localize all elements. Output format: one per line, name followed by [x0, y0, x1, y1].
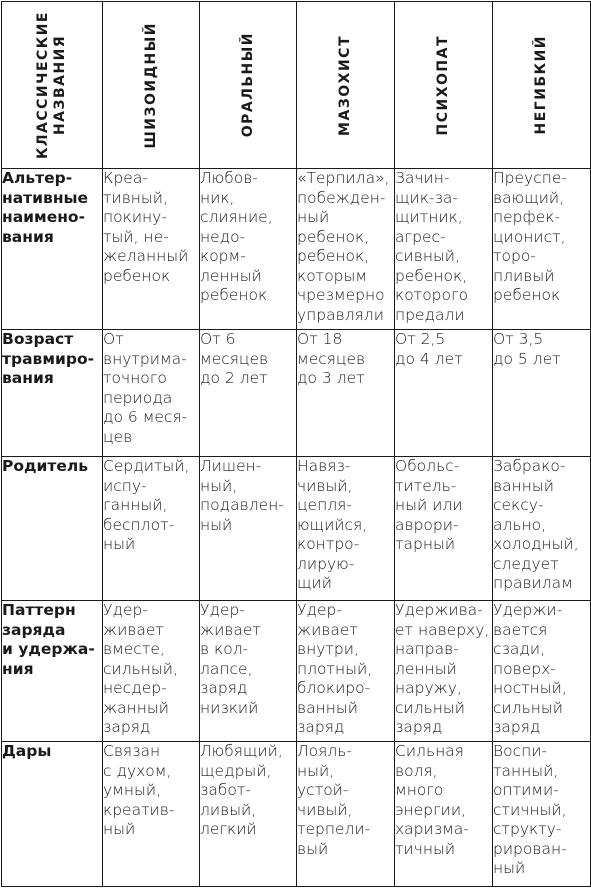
table-cell: Обольс- титель- ный или аврори- тарный: [395, 457, 493, 601]
header-psychopath-text: ПСИХОПАТ: [435, 34, 451, 136]
header-masochist: [297, 2, 395, 169]
row-charge-pattern: [2, 601, 591, 742]
table-cell: От 3,5 до 5 лет: [493, 330, 591, 457]
table-cell: Преуспе- вающий, перфек- ционист, торо- пливый ребенок: [493, 169, 591, 330]
table-cell: Сильная воля, много энергии, харизма- тичный: [395, 742, 493, 887]
table-cell: Удер- живает в кол- лапсе, заряд низкий: [200, 601, 297, 742]
header-schizoid: [103, 2, 200, 169]
table-cell: Удер- живает вместе, сильный, несдер- жанный заряд: [103, 601, 200, 742]
table-cell: Любов- ник, слияние, недо- корм- ленный ребенок: [200, 169, 297, 330]
row-label: Возраст травмиро- вания: [2, 330, 103, 457]
table-cell: От 18 месяцев до 3 лет: [297, 330, 395, 457]
header-rigid: [493, 2, 591, 169]
header-oral: [200, 2, 297, 169]
table-cell: От внутрима- точного периода до 6 меся- цев: [103, 330, 200, 457]
row-parent: [2, 457, 591, 601]
table-cell: «Терпила», побежден- ный ребенок, ребенок, которым чрезмерно управляли: [297, 169, 395, 330]
table-cell: Любящий, щедрый, забот- ливый, легкий: [200, 742, 297, 887]
table-cell: Лояль- ный, устой- чивый, терпели- вый: [297, 742, 395, 887]
header-psychopath: [395, 2, 493, 169]
table-cell: Сердитый, испу- ганный, бесплот- ный: [103, 457, 200, 601]
table-cell: Удержи- вается сзади, поверх- ностный, сильный заряд: [493, 601, 591, 742]
table-cell: Связан с духом, умный, креатив- ный: [103, 742, 200, 887]
header-row: [2, 2, 591, 169]
table-cell: Удержива- ет наверху, направ- ленный наружу, сильный заряд: [395, 601, 493, 742]
table-cell: От 2,5 до 4 лет: [395, 330, 493, 457]
row-label: Альтер- нативные наимено- вания: [2, 169, 103, 330]
table-cell: Зачин- щик-за- щитник, агрес- сивный, ребенок, которого предали: [395, 169, 493, 330]
header-masochist-text: МАЗОХИСТ: [337, 34, 353, 136]
row-label: Родитель: [2, 457, 103, 601]
row-trauma-age: [2, 330, 591, 457]
table-cell: Воспи- танный, оптими- стичный, структу- рирован- ный: [493, 742, 591, 887]
header-classic-names: [2, 2, 103, 169]
row-label: Паттерн заряда и удержа- ния: [2, 601, 103, 742]
table-cell: Удер- живает внутри, плотный, блокиро- ванный заряд: [297, 601, 395, 742]
header-schizoid-text: ШИЗОИДНЫЙ: [142, 21, 159, 149]
types-table: [1, 1, 591, 887]
table-cell: Креа- тивный, покину- тый, не- желанный ребенок: [103, 169, 200, 330]
row-label: Дары: [2, 742, 103, 887]
header-classic-names-text: КЛАССИЧЕСКИЕ НАЗВАНИЯ: [35, 10, 68, 160]
row-gifts: [2, 742, 591, 887]
header-rigid-text: НЕГИБКИЙ: [533, 35, 549, 135]
table-cell: Забрако- ванный сексу- ально, холодный, следует правилам: [493, 457, 591, 601]
table-cell: Лишен- ный, подавлен- ный: [200, 457, 297, 601]
header-oral-text: ОРАЛЬНЫЙ: [239, 32, 256, 138]
row-alternative-names: [2, 169, 591, 330]
table-cell: Навяз- чивый, цепля- ющийся, контро- лирую- щий: [297, 457, 395, 601]
table-cell: От 6 месяцев до 2 лет: [200, 330, 297, 457]
